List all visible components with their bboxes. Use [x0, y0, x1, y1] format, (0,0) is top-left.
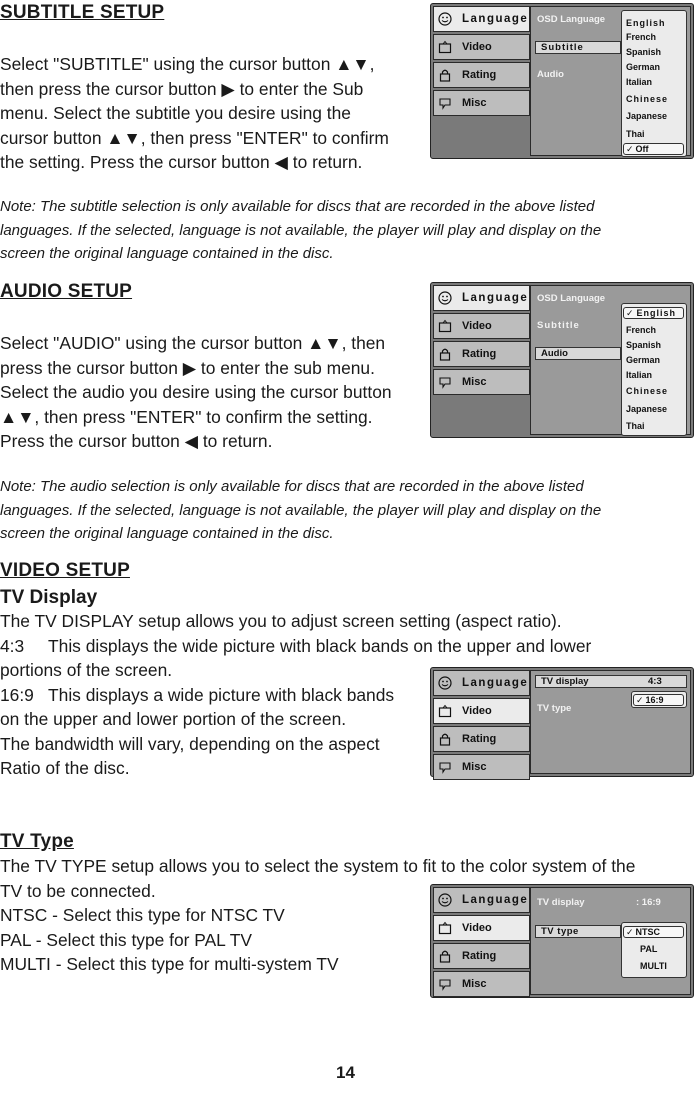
osd-item-subtitle: Subtitle — [535, 41, 621, 54]
menu-label: Language — [462, 677, 529, 689]
menu-label: Language — [462, 894, 529, 906]
menu-label: Misc — [462, 97, 487, 109]
video-setup-heading: VIDEO SETUP — [0, 560, 130, 581]
text-line: NTSC - Select this type for NTSC TV — [0, 905, 285, 925]
menu-rating — [433, 726, 530, 752]
text-line: then press the cursor button ▶ to enter the Sub — [0, 78, 364, 99]
text-line: Note: The audio selection is only available for discs that are recorded in the above listed — [0, 478, 584, 495]
tv-icon — [434, 704, 456, 718]
osd-item-audio: Audio — [535, 347, 621, 360]
option-thai: Thai — [626, 129, 645, 139]
option-japanese: Japanese — [626, 404, 668, 414]
osd-main-panel — [530, 887, 691, 995]
osd-options-dropdown — [621, 303, 687, 436]
menu-label: Video — [462, 41, 492, 53]
text-line: screen the original language contained in the disc. — [0, 245, 334, 263]
menu-label: Language — [462, 292, 529, 304]
tv-icon — [434, 921, 456, 935]
option-french: French — [626, 325, 657, 335]
option-japanese: Japanese — [626, 111, 668, 121]
menu-label: Misc — [462, 761, 487, 773]
osd-main-panel — [530, 285, 691, 435]
menu-video — [433, 915, 530, 941]
subtitle-setup-heading: SUBTITLE SETUP — [0, 2, 165, 23]
osd-main-panel — [530, 670, 691, 774]
text-line: on the upper and lower portion of the screen. — [0, 709, 347, 729]
menu-video — [433, 698, 530, 724]
option-chinese: Chinese — [626, 386, 669, 396]
osd-left-menu — [433, 670, 530, 782]
text-line: portions of the screen. — [0, 660, 173, 680]
osd-item-tv-type: TV type — [537, 703, 572, 714]
speech-bubble-icon — [434, 375, 456, 389]
menu-video — [433, 313, 530, 339]
subtitle-note — [0, 195, 697, 266]
audio-note — [0, 475, 697, 546]
audio-setup-heading: AUDIO SETUP — [0, 281, 133, 302]
osd-item-value: 4:3 — [648, 676, 662, 687]
menu-label: Rating — [462, 348, 497, 360]
osd-item-audio: Audio — [537, 69, 564, 80]
menu-language — [433, 887, 530, 913]
lock-icon — [434, 68, 456, 82]
lock-icon — [434, 347, 456, 361]
menu-label: Misc — [462, 376, 487, 388]
subtitle-setup-body — [0, 52, 425, 175]
text-line: 4:3 This displays the wide picture with black bands on the upper and lower — [0, 635, 592, 656]
check-icon: ✓ — [626, 144, 634, 154]
menu-rating — [433, 943, 530, 969]
check-icon: ✓ — [636, 695, 644, 705]
menu-language — [433, 285, 530, 311]
option-english: English — [626, 18, 666, 28]
menu-language — [433, 6, 530, 32]
osd-item-osd-language: OSD Language — [537, 293, 606, 304]
speech-bubble-icon — [434, 977, 456, 991]
text-line: Select "AUDIO" using the cursor button ▲▼, then — [0, 333, 386, 353]
text-line: Select the audio you desire using the cursor button — [0, 382, 392, 402]
osd-audio-screenshot — [430, 282, 694, 438]
menu-label: Video — [462, 705, 492, 717]
lock-icon — [434, 732, 456, 746]
menu-misc — [433, 90, 530, 116]
text-line: menu. Select the subtitle you desire using the — [0, 103, 351, 123]
smiley-icon — [434, 676, 456, 690]
osd-options-dropdown — [631, 691, 687, 708]
option-italian: Italian — [626, 370, 653, 380]
menu-label: Video — [462, 320, 492, 332]
text-line: the setting. Press the cursor button ◀ to return. — [0, 152, 363, 172]
option-label: English — [636, 308, 677, 318]
text-line: Note: The subtitle selection is only available for discs that are recorded in the above listed — [0, 198, 595, 215]
osd-tv-type-screenshot — [430, 884, 694, 998]
text-line: Select "SUBTITLE" using the cursor button ▲▼, — [0, 54, 375, 74]
osd-item-tv-display — [535, 675, 687, 688]
smiley-icon — [434, 291, 456, 305]
smiley-icon — [434, 12, 456, 26]
osd-item-tv-display — [537, 897, 661, 908]
text-line: The TV DISPLAY setup allows you to adjust screen setting (aspect ratio). — [0, 611, 562, 631]
osd-item-label: TV display — [541, 676, 589, 687]
text-line: The TV TYPE setup allows you to select the system to fit to the color system of the — [0, 856, 636, 876]
menu-misc — [433, 754, 530, 780]
osd-item-label: TV display — [537, 897, 585, 908]
option-off-selected — [623, 143, 684, 155]
option-label: NTSC — [635, 927, 661, 937]
text-line: The bandwidth will vary, depending on the aspect — [0, 733, 380, 754]
osd-item-subtitle: Subtitle — [537, 320, 580, 331]
option-english-selected — [623, 307, 684, 319]
tv-display-subheading: TV Display — [0, 587, 98, 608]
option-multi: MULTI — [640, 961, 667, 971]
option-french: French — [626, 32, 657, 42]
text-line: ▲▼, then press "ENTER" to confirm the setting. — [0, 406, 373, 427]
speech-bubble-icon — [434, 760, 456, 774]
option-german: German — [626, 62, 661, 72]
osd-item-value: : 16:9 — [636, 897, 661, 908]
text-line: TV to be connected. — [0, 880, 156, 901]
text-line: 16:9 This displays a wide picture with black bands — [0, 684, 395, 705]
text-line: screen the original language contained in the disc. — [0, 525, 334, 543]
osd-item-osd-language: OSD Language — [537, 14, 606, 25]
text-line: PAL - Select this type for PAL TV — [0, 929, 252, 950]
speech-bubble-icon — [434, 96, 456, 110]
osd-options-dropdown — [621, 922, 687, 978]
menu-label: Video — [462, 922, 492, 934]
menu-label: Rating — [462, 69, 497, 81]
text-line: press the cursor button ▶ to enter the sub menu. — [0, 357, 375, 378]
menu-video — [433, 34, 530, 60]
text-line: Press the cursor button ◀ to return. — [0, 431, 273, 451]
smiley-icon — [434, 893, 456, 907]
audio-setup-body — [0, 331, 425, 454]
osd-subtitle-screenshot — [430, 3, 694, 159]
menu-label: Rating — [462, 733, 497, 745]
osd-item-tv-type: TV type — [535, 925, 621, 938]
option-italian: Italian — [626, 77, 653, 87]
option-label: Off — [635, 144, 649, 154]
osd-options-dropdown — [621, 10, 687, 157]
option-label: 16:9 — [645, 695, 664, 705]
menu-label: Language — [462, 13, 529, 25]
text-line: Ratio of the disc. — [0, 758, 130, 778]
menu-language — [433, 670, 530, 696]
lock-icon — [434, 949, 456, 963]
text-line: languages. If the selected, language is not available, the player will play and display on the — [0, 501, 602, 519]
option-german: German — [626, 355, 661, 365]
osd-left-menu — [433, 887, 530, 999]
text-line: cursor button ▲▼, then press "ENTER" to confirm — [0, 127, 389, 148]
page-number: 14 — [336, 1063, 355, 1082]
tv-icon — [434, 319, 456, 333]
osd-left-menu — [433, 6, 530, 118]
check-icon: ✓ — [626, 927, 634, 937]
option-ntsc-selected — [623, 926, 684, 938]
option-spanish: Spanish — [626, 340, 662, 350]
option-pal: PAL — [640, 944, 658, 954]
option-spanish: Spanish — [626, 47, 662, 57]
text-line: languages. If the selected, language is not available, the player will play and display on the — [0, 221, 602, 239]
menu-rating — [433, 341, 530, 367]
menu-label: Rating — [462, 950, 497, 962]
osd-left-menu — [433, 285, 530, 397]
tv-type-subheading: TV Type — [0, 831, 74, 852]
option-thai: Thai — [626, 421, 645, 431]
option-chinese: Chinese — [626, 94, 669, 104]
menu-rating — [433, 62, 530, 88]
osd-main-panel — [530, 6, 691, 156]
menu-misc — [433, 971, 530, 997]
text-line: MULTI - Select this type for multi-system TV — [0, 954, 339, 974]
check-icon: ✓ — [626, 308, 635, 318]
tv-icon — [434, 40, 456, 54]
option-16-9-selected — [633, 694, 684, 706]
menu-label: Misc — [462, 978, 487, 990]
osd-tv-display-screenshot — [430, 667, 694, 777]
menu-misc — [433, 369, 530, 395]
